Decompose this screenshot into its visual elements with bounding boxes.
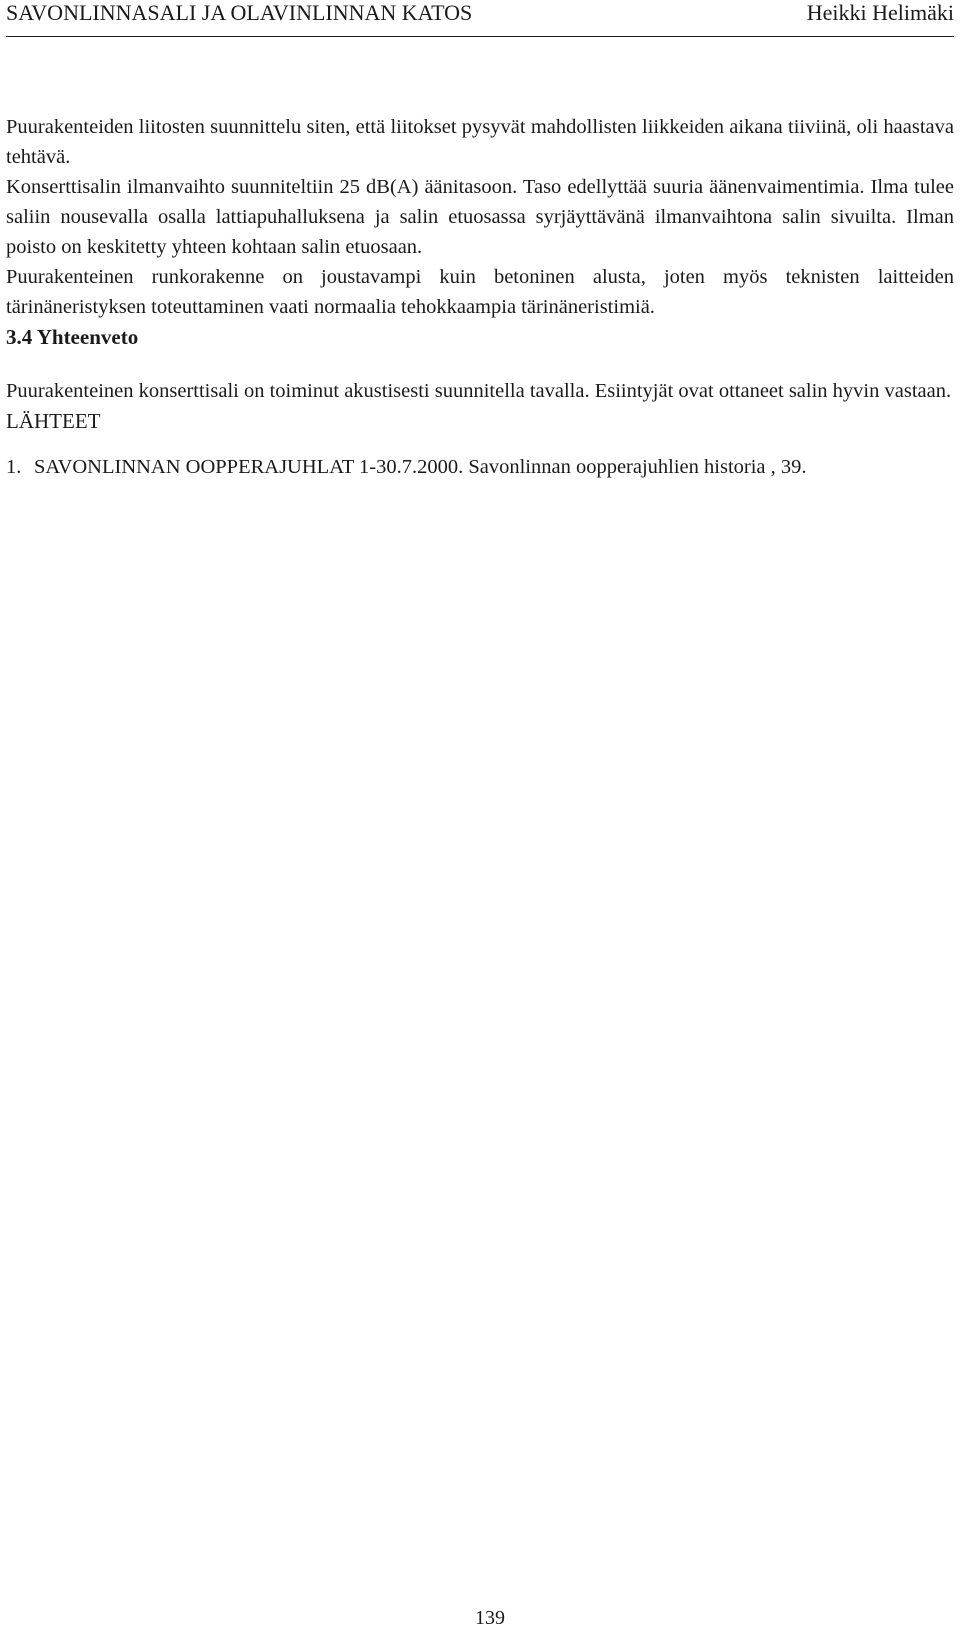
reference-item bbox=[6, 452, 954, 482]
page-content bbox=[6, 112, 954, 482]
summary-paragraph: Puurakenteinen konserttisali on toiminut akustisesti suunnitella tavalla. Esiintyjät ovat ottaneet salin hyvin vastaan. bbox=[6, 380, 952, 402]
header-author: Heikki Helimäki bbox=[806, 0, 954, 25]
paragraph-ventilation: Konserttisalin ilmanvaihto suunniteltiin 25 dB(A) äänitasoon. Taso edellyttää suuria äänenvaimentimia. Ilma tulee saliin nousevalla osalla lattiapuhalluksena ja salin etuosassa syrjäyttävänä ilmanvaihtona salin sivuilta. Ilman poisto on keskitetty yhteen kohtaan salin etuosaan. bbox=[6, 176, 954, 258]
page-number: 139 bbox=[475, 1607, 505, 1629]
paragraph-joints: Puurakenteiden liitosten suunnittelu siten, että liitokset pysyvät mahdollisten liikkeiden aikana tiiviinä, oli haastava tehtävä. bbox=[6, 116, 954, 168]
references-heading: LÄHTEET bbox=[6, 409, 101, 433]
running-header bbox=[6, 0, 954, 37]
reference-text: SAVONLINNAN OOPPERAJUHLAT 1-30.7.2000. Savonlinnan oopperajuhlien historia , 39. bbox=[34, 456, 807, 478]
header-title: SAVONLINNASALI JA OLAVINLINNAN KATOS bbox=[6, 0, 473, 25]
reference-number: 1. bbox=[6, 456, 22, 478]
paragraph-vibration: Puurakenteinen runkorakenne on joustavampi kuin betoninen alusta, joten myös teknisten laitteiden tärinäneristyksen toteuttaminen vaati normaalia tehokkaampia tärinäneristimiä. bbox=[6, 266, 954, 318]
section-heading: 3.4 Yhteenveto bbox=[6, 325, 139, 349]
